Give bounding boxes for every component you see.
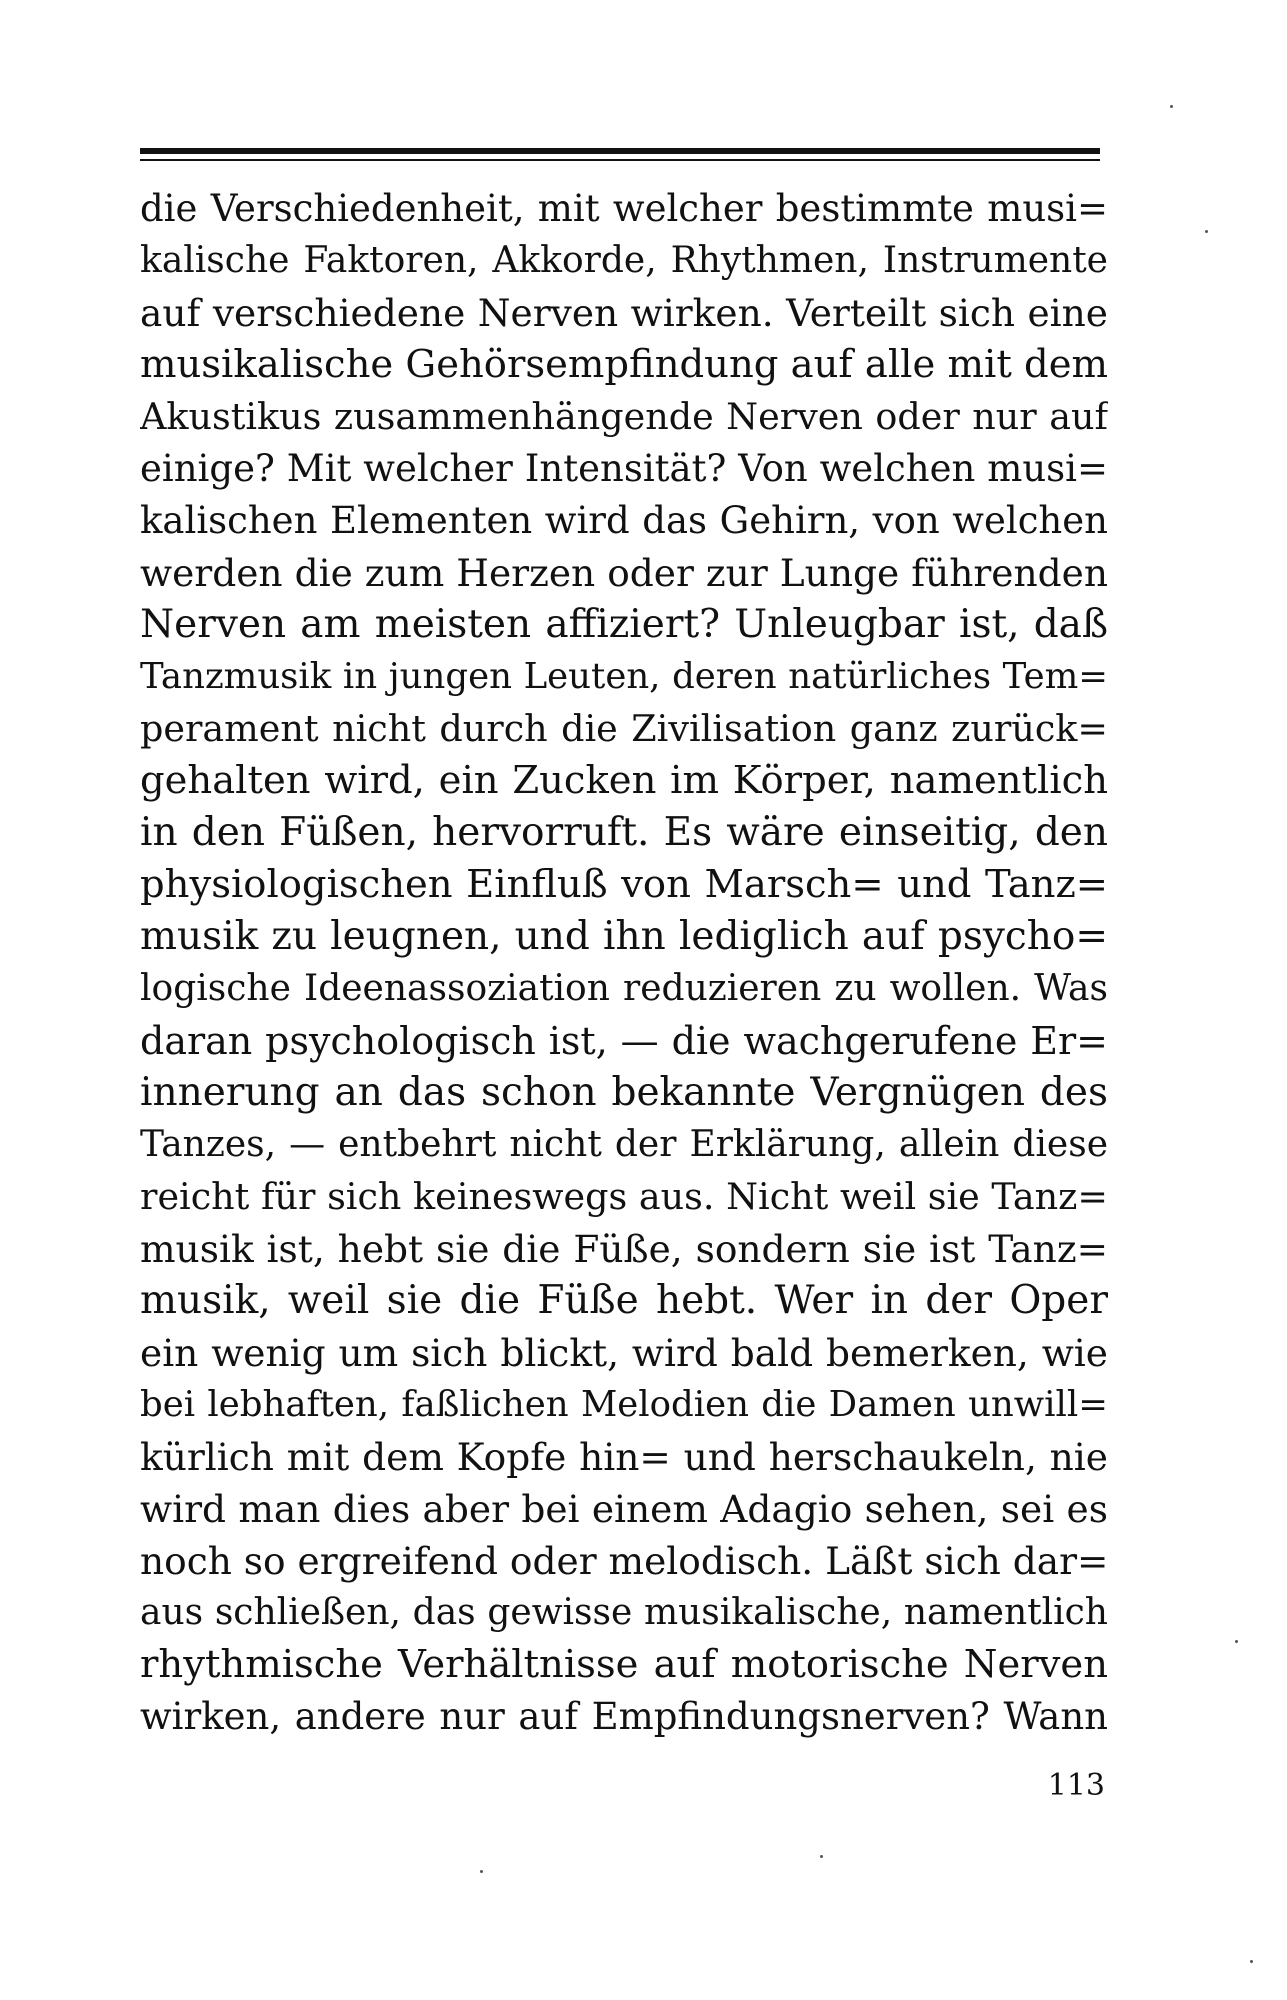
text-line: reicht für sich keineswegs aus. Nicht weil sie Tanz= [140, 1175, 1108, 1218]
text-line: Tanzes, — entbehrt nicht der Erklärung, allein diese [140, 1124, 1108, 1165]
paper-speck [1250, 1960, 1253, 1963]
text-line: noch so ergreifend oder melodisch. Läßt sich dar= [140, 1539, 1108, 1583]
text-line: kalischen Elementen wird das Gehirn, von welchen [140, 499, 1108, 542]
paper-speck [1235, 1640, 1238, 1643]
header-rule-thick [140, 148, 1100, 154]
text-line: musik zu leugnen, und ihn lediglich auf psycho= [140, 914, 1108, 959]
text-line: gehalten wird, ein Zucken im Körper, namentlich [140, 758, 1108, 803]
text-line: aus schließen, das gewisse musikalische, namentlich [140, 1592, 1108, 1633]
text-line: rhythmische Verhältnisse auf motorische Nerven [140, 1642, 1108, 1687]
body-text [140, 183, 1108, 1743]
text-line: Nerven am meisten affiziert? Unleugbar ist, daß [140, 602, 1108, 647]
text-line: Akustikus zusammenhängende Nerven oder nur auf [140, 395, 1108, 438]
text-line: musikalische Gehörsempfindung auf alle mit dem [140, 342, 1108, 387]
paper-speck [480, 1870, 483, 1873]
text-line: werden die zum Herzen oder zur Lunge führenden [140, 551, 1108, 595]
text-line: in den Füßen, hervorruft. Es wäre einseitig, den [140, 810, 1108, 855]
paper-speck [1205, 230, 1208, 233]
text-line: bei lebhaften, faßlichen Melodien die Damen unwill= [140, 1384, 1108, 1425]
text-line: musik ist, hebt sie die Füße, sondern sie ist Tanz= [140, 1227, 1108, 1271]
text-line: physiologischen Einfluß von Marsch= und Tanz= [140, 862, 1108, 907]
text-line: wird man dies aber bei einem Adagio sehen, sei es [140, 1487, 1108, 1531]
page-number: 113 [1047, 1768, 1105, 1803]
text-line: perament nicht durch die Zivilisation ganz zurück= [140, 707, 1108, 750]
paper-speck [820, 1855, 823, 1858]
paper-speck [1170, 105, 1173, 108]
text-line: daran psychologisch ist, — die wachgerufene Er= [140, 1019, 1108, 1063]
text-line: ein wenig um sich blickt, wird bald bemerken, wie [140, 1331, 1108, 1375]
text-line: einige? Mit welcher Intensität? Von welchen musi= [140, 447, 1108, 490]
text-line: kalische Faktoren, Akkorde, Rhythmen, Instrumente [140, 240, 1108, 281]
text-line: Tanzmusik in jungen Leuten, deren natürliches Tem= [140, 656, 1108, 697]
text-line: auf verschiedene Nerven wirken. Verteilt sich eine [140, 291, 1108, 335]
header-rule-thin [140, 159, 1100, 161]
text-line: logische Ideenassoziation reduzieren zu wollen. Was [140, 968, 1108, 1009]
text-line: innerung an das schon bekannte Vergnügen des [140, 1070, 1108, 1115]
text-line: kürlich mit dem Kopfe hin= und herschaukeln, nie [140, 1435, 1108, 1479]
text-line: wirken, andere nur auf Empfindungsnerven? Wann [140, 1695, 1108, 1738]
text-line: musik, weil sie die Füße hebt. Wer in der Oper [140, 1278, 1108, 1323]
text-line: die Verschiedenheit, mit welcher bestimmte musi= [140, 187, 1108, 230]
